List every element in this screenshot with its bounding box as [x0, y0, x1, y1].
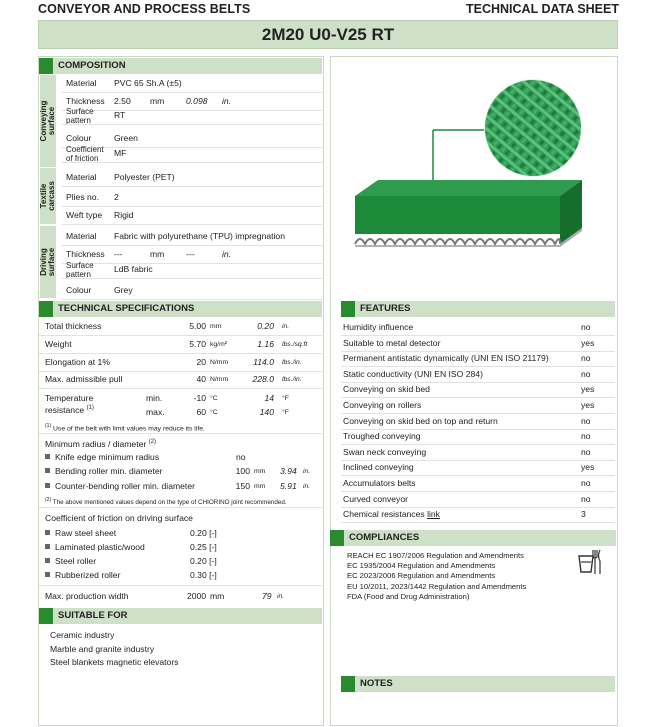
- tech-imperial-unit: in.: [282, 323, 290, 330]
- driving-surface-label: Driving surface: [40, 226, 56, 298]
- row-divider: [341, 351, 615, 352]
- row-divider: [341, 413, 615, 414]
- doc-type: TECHNICAL DATA SHEET: [465, 2, 619, 16]
- composition-label: Plies no.: [66, 192, 99, 202]
- row-divider: [62, 263, 322, 264]
- width-label: Max. production width: [45, 591, 129, 601]
- tech-spec-header: TECHNICAL SPECIFICATIONS: [39, 301, 322, 317]
- textile-carcass-label: Textile carcass: [40, 168, 56, 224]
- row-divider: [62, 299, 322, 300]
- composition-label: Weft type: [66, 210, 103, 220]
- friction-value: 0.25 [-]: [190, 542, 217, 552]
- row-divider: [341, 491, 615, 492]
- feature-value: no: [581, 322, 591, 332]
- tech-imperial-unit: lbs./in.: [282, 376, 302, 383]
- tech-imperial: 228.0: [252, 374, 274, 384]
- composition-imperial-unit: in.: [222, 96, 232, 106]
- width-value: 2000: [187, 591, 207, 601]
- suitable-item: Steel blankets magnetic elevators: [50, 657, 179, 667]
- features-header: FEATURES: [341, 301, 615, 317]
- row-divider: [39, 388, 322, 389]
- composition-unit: mm: [150, 249, 165, 259]
- friction-value: 0.30 [-]: [190, 570, 217, 580]
- tech-unit: N/mm: [210, 376, 229, 383]
- tech-label: Elongation at 1%: [45, 357, 110, 367]
- row-divider: [39, 585, 322, 586]
- footnote-2: $^{(2)}$ The above mentioned values depend on the type of CHIORINO joint recommended.: [45, 497, 287, 507]
- tech-unit: mm: [210, 323, 222, 330]
- feature-value: no: [581, 415, 591, 426]
- temp-min-label: min.: [146, 393, 163, 403]
- width-unit: mm: [210, 591, 225, 601]
- row-divider: [341, 475, 615, 476]
- temp-min-imperial-unit: °F: [282, 395, 289, 402]
- row-divider: [62, 186, 322, 187]
- radius-value: no: [236, 452, 246, 462]
- radius-label: Minimum radius / diameter $^{(2)}$: [45, 438, 156, 449]
- feature-label: Swan neck conveying: [343, 446, 427, 457]
- feature-label: Permanent antistatic dynamically (UNI EN ISO 21179): [343, 353, 549, 364]
- food-contact-icon: [576, 548, 602, 576]
- radius-imperial: 3.94: [280, 466, 297, 476]
- tech-imperial-unit: lbs./in.: [282, 359, 302, 366]
- tech-value: 40: [196, 374, 206, 384]
- row-divider: [341, 507, 615, 508]
- feature-value: yes: [581, 462, 595, 473]
- row-divider: [39, 353, 322, 354]
- tech-label: Total thickness: [45, 321, 102, 331]
- composition-label: Colour: [66, 285, 92, 295]
- composition-label: Material: [66, 231, 97, 241]
- tech-imperial: 1.16: [257, 339, 274, 349]
- row-divider: [62, 124, 322, 125]
- radius-item: Knife edge minimum radius: [45, 452, 159, 462]
- tech-value: 5.00: [189, 321, 206, 331]
- temp-min-imperial: 14: [264, 393, 274, 403]
- temp-max: 60: [196, 407, 206, 417]
- feature-label: Troughed conveying: [343, 431, 421, 442]
- temp-min: -10: [193, 393, 206, 403]
- radius-unit: mm: [254, 468, 266, 475]
- friction-value: 0.20 [-]: [190, 556, 217, 566]
- row-divider: [62, 206, 322, 207]
- width-imperial-unit: in.: [277, 593, 285, 600]
- temp-label: Temperature resistance $^{(1)}$: [45, 393, 94, 415]
- compliances-header: COMPLIANCES: [330, 530, 616, 546]
- feature-value: no: [581, 431, 591, 442]
- feature-label: Static conductivity (UNI EN ISO 284): [343, 368, 483, 379]
- tech-imperial: 114.0: [253, 357, 274, 367]
- radius-value: 150: [235, 481, 250, 491]
- composition-imperial: 0.098: [186, 96, 208, 106]
- composition-value: MF: [114, 148, 127, 158]
- belt-illustration: [340, 68, 600, 268]
- tech-imperial: 0.20: [257, 321, 274, 331]
- row-divider: [62, 162, 322, 163]
- row-divider: [341, 444, 615, 445]
- friction-item: Raw steel sheet: [45, 528, 116, 538]
- temp-min-unit: °C: [210, 395, 218, 402]
- feature-value: yes: [581, 400, 595, 410]
- feature-value: 3: [581, 509, 586, 520]
- feature-value: no: [581, 493, 591, 504]
- radius-value: 100: [235, 466, 250, 476]
- feature-label: Chemical resistances link: [343, 509, 440, 520]
- temp-max-label: max.: [146, 407, 165, 417]
- footnote-1: $^{(1)}$ Use of the belt with limit values may reduce its life.: [45, 423, 205, 433]
- feature-label: Conveying on skid bed on top and return: [343, 415, 498, 426]
- feature-label: Conveying on rollers: [343, 400, 422, 410]
- friction-value: 0.20 [-]: [190, 528, 217, 538]
- notes-header: NOTES: [341, 676, 615, 692]
- feature-label: Curved conveyor: [343, 493, 408, 504]
- composition-label: Material: [66, 172, 97, 182]
- tech-imperial-unit: lbs./sq.ft: [282, 341, 308, 348]
- feature-value: no: [581, 446, 591, 457]
- suitable-header: SUITABLE FOR: [39, 608, 322, 624]
- feature-value: no: [581, 368, 591, 379]
- composition-label: Colour: [66, 133, 92, 143]
- composition-label: Coefficient of friction: [66, 145, 104, 163]
- row-divider: [341, 460, 615, 461]
- feature-label: Humidity influence: [343, 322, 414, 332]
- composition-label: Thickness: [66, 249, 105, 259]
- feature-label: Inclined conveying: [343, 462, 414, 473]
- feature-value: yes: [581, 384, 595, 395]
- composition-value: Polyester (PET): [114, 172, 175, 182]
- row-divider: [341, 522, 615, 523]
- row-divider: [39, 371, 322, 372]
- composition-label: Material: [66, 78, 97, 88]
- row-divider: [341, 366, 615, 367]
- composition-value: ---: [114, 249, 123, 259]
- temp-max-imperial-unit: °F: [282, 409, 289, 416]
- compliance-item: FDA (Food and Drug Administration): [347, 591, 470, 601]
- feature-label: Conveying on skid bed: [343, 384, 430, 395]
- composition-unit: mm: [150, 96, 165, 106]
- radius-imperial: 5.91: [280, 481, 297, 491]
- doc-category: CONVEYOR AND PROCESS BELTS: [38, 2, 251, 16]
- friction-item: Steel roller: [45, 556, 96, 566]
- composition-label: Surface pattern: [66, 261, 94, 279]
- composition-value: LdB fabric: [114, 264, 153, 274]
- composition-header: COMPOSITION: [39, 58, 322, 74]
- feature-value: yes: [581, 337, 595, 348]
- composition-value: Rigid: [114, 210, 134, 220]
- row-divider: [62, 92, 322, 93]
- row-divider: [62, 110, 322, 111]
- feature-label: Suitable to metal detector: [343, 337, 441, 348]
- tech-label: Max. admissible pull: [45, 374, 123, 384]
- belt-top-surface: [355, 180, 582, 196]
- composition-value: Green: [114, 133, 138, 143]
- row-divider: [62, 224, 322, 225]
- composition-value: PVC 65 Sh.A (±5): [114, 78, 182, 88]
- composition-value: Fabric with polyurethane (TPU) impregnation: [114, 231, 285, 241]
- radius-item: Bending roller min. diameter: [45, 466, 162, 476]
- row-divider: [39, 335, 322, 336]
- feature-label: Accumulators belts: [343, 478, 416, 488]
- compliance-item: EC 2023/2006 Regulation and Amendments: [347, 571, 496, 581]
- row-divider: [62, 278, 322, 279]
- radius-unit: mm: [254, 483, 266, 490]
- radius-item: Counter-bending roller min. diameter: [45, 481, 195, 491]
- row-divider: [341, 429, 615, 430]
- compliance-item: REACH EC 1907/2006 Regulation and Amendments: [347, 551, 524, 560]
- row-divider: [39, 507, 322, 508]
- composition-label: Thickness: [66, 96, 105, 106]
- composition-value: Grey: [114, 285, 133, 295]
- tech-value: 20: [196, 357, 206, 367]
- composition-value: RT: [114, 110, 126, 120]
- radius-imperial-unit: in.: [303, 468, 311, 475]
- friction-item: Laminated plastic/wood: [45, 542, 145, 552]
- suitable-item: Ceramic industry: [50, 630, 115, 640]
- feature-value: no: [581, 478, 591, 488]
- compliance-item: EC 1935/2004 Regulation and Amendments: [347, 561, 496, 571]
- row-divider: [62, 245, 322, 246]
- tech-value: 5.70: [189, 339, 206, 349]
- composition-label: Surface pattern: [66, 107, 94, 125]
- composition-imperial-unit: in.: [222, 249, 232, 259]
- suitable-item: Marble and granite industry: [50, 644, 155, 654]
- chemical-resistances-link[interactable]: link: [427, 509, 440, 520]
- radius-imperial-unit: in.: [303, 483, 311, 490]
- tech-unit: kg/m²: [210, 341, 227, 348]
- composition-imperial: ---: [186, 249, 195, 259]
- friction-item: Rubberized roller: [45, 570, 120, 580]
- friction-label: Coefficient of friction on driving surface: [45, 513, 193, 523]
- compliance-item: EU 10/2011, 2023/1442 Regulation and Amendments: [347, 581, 527, 591]
- feature-value: no: [581, 353, 591, 364]
- width-imperial: 79: [262, 591, 272, 601]
- temp-max-unit: °C: [210, 409, 218, 416]
- temp-max-imperial: 140: [259, 407, 274, 417]
- composition-value: 2: [114, 192, 119, 202]
- row-divider: [341, 397, 615, 398]
- row-divider: [39, 433, 322, 434]
- tech-label: Weight: [45, 339, 72, 349]
- composition-value: 2.50: [114, 96, 131, 106]
- conveying-surface-label: Conveying surface: [40, 75, 56, 167]
- row-divider: [341, 382, 615, 383]
- row-divider: [341, 335, 615, 336]
- product-title: 2M20 U0-V25 RT: [38, 20, 618, 49]
- tech-unit: N/mm: [210, 359, 229, 366]
